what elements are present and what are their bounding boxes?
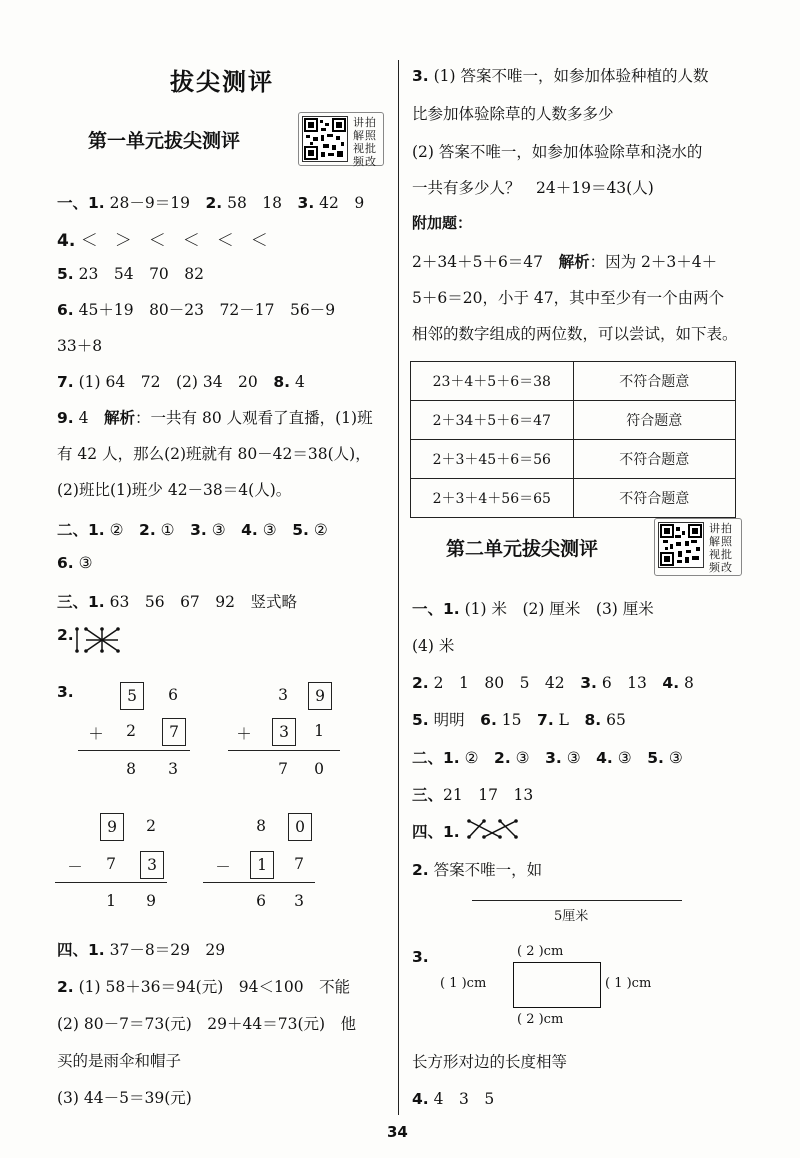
trial-table xyxy=(410,361,736,518)
table-row: 2＋3＋45＋6＝56 不符合题意 xyxy=(411,440,736,479)
answer-line: 2. xyxy=(57,626,74,644)
answer-line: 三、1. 63 56 67 92 竖式略 xyxy=(57,593,298,611)
answer-box: 1 xyxy=(250,851,274,879)
answer-line: 9. 4 解析：一共有 80 人观看了直播，(1)班 xyxy=(57,409,373,427)
page-number: 34 xyxy=(387,1123,408,1141)
rect-right-label: ( 1 )cm xyxy=(605,976,652,991)
answer-line: 6. 45＋19 80－23 72－17 56－9 xyxy=(57,301,336,319)
qr-caption: 讲拍解照视批频改 xyxy=(353,116,377,168)
rect-top-label: ( 2 )cm xyxy=(517,944,564,959)
answer-line: 5. 明明 6. 15 7. L 8. 65 xyxy=(412,711,626,729)
qr-code-icon[interactable] xyxy=(658,522,704,568)
answer-line: (2)班比(1)班少 42－38＝4(人)。 xyxy=(57,481,292,499)
answer-line: 7. (1) 64 72 (2) 34 20 8. 4 xyxy=(57,373,305,391)
answer-line: 5＋6＝20，小于 47，其中至少有一个由两个 xyxy=(412,289,725,307)
answer-line: 相邻的数字组成的两位数，可以尝试，如下表。 xyxy=(412,325,738,343)
answer-line: 比参加体验除草的人数多多少 xyxy=(412,105,614,123)
answer-line: 二、1. ② 2. ① 3. ③ 4. ③ 5. ② xyxy=(57,521,328,539)
answer-line: 长方形对边的长度相等 xyxy=(412,1053,568,1071)
rect-bottom-label: ( 2 )cm xyxy=(517,1012,564,1027)
answer-line: 3. xyxy=(57,683,74,701)
table-row: 23＋4＋5＋6＝38 不符合题意 xyxy=(411,362,736,401)
line-segment xyxy=(472,900,682,901)
answer-line: 四、1. 37－8＝29 29 xyxy=(57,941,226,959)
answer-line: 四、1. xyxy=(412,823,460,841)
answer-line: (2) 80－7＝73(元) 29＋44＝73(元) 他 xyxy=(57,1015,357,1033)
page-title: 拔尖测评 xyxy=(170,68,274,96)
answer-line: 4. 4 3 5 xyxy=(412,1090,495,1108)
unit2-heading: 第二单元拔尖测评 xyxy=(446,538,599,560)
answer-box: 3 xyxy=(272,718,296,746)
bonus-heading: 附加题： xyxy=(412,214,473,232)
answer-line: (3) 44－5＝39(元) xyxy=(57,1089,192,1107)
answer-line: 2. 2 1 80 5 42 3. 6 13 4. 8 xyxy=(412,674,694,692)
qr-code-icon[interactable] xyxy=(302,116,348,162)
matching-lines-diagram xyxy=(466,818,520,840)
answer-box: 3 xyxy=(140,851,164,879)
answer-line: 买的是雨伞和帽子 xyxy=(57,1052,182,1070)
table-row: 2＋34＋5＋6＝47 符合题意 xyxy=(411,401,736,440)
answer-line: (4) 米 xyxy=(412,637,455,655)
column-divider xyxy=(398,60,399,1115)
answer-line: 33＋8 xyxy=(57,337,103,355)
segment-label: 5厘米 xyxy=(554,909,589,924)
answer-line: 6. ③ xyxy=(57,554,93,572)
answer-line: 一、1. 28－9＝19 2. 58 18 3. 42 9 xyxy=(57,194,365,212)
answer-box: 9 xyxy=(100,813,124,841)
answer-line: 有 42 人，那么(2)班就有 80－42＝38(人)， xyxy=(57,445,371,463)
answer-line: 2. (1) 58＋36＝94(元) 94＜100 不能 xyxy=(57,978,351,996)
answer-line: (2) 答案不唯一，如参加体验除草和浇水的 xyxy=(412,143,703,161)
answer-line: 3. (1) 答案不唯一，如参加体验种植的人数 xyxy=(412,67,709,85)
unit1-heading: 第一单元拔尖测评 xyxy=(88,130,241,152)
answer-line: 二、1. ② 2. ③ 3. ③ 4. ③ 5. ③ xyxy=(412,749,683,767)
answer-line: 5. 23 54 70 82 xyxy=(57,265,205,283)
qr-caption: 讲拍解照视批频改 xyxy=(709,522,733,574)
table-row: 2＋3＋4＋56＝65 不符合题意 xyxy=(411,479,736,518)
answer-line: 2. 答案不唯一，如 xyxy=(412,861,543,879)
rectangle-figure xyxy=(513,962,601,1008)
answer-line: 一、1. (1) 米 (2) 厘米 (3) 厘米 xyxy=(412,600,654,618)
answer-line: 3. xyxy=(412,948,429,966)
answer-box: 0 xyxy=(288,813,312,841)
answer-line: 三、21 17 13 xyxy=(412,786,534,804)
matching-lines-diagram xyxy=(74,626,124,654)
answer-box: 5 xyxy=(120,682,144,710)
rect-left-label: ( 1 )cm xyxy=(440,976,487,991)
answer-box: 7 xyxy=(162,718,186,746)
answer-line: 4. ＜ ＞ ＜ ＜ ＜ ＜ xyxy=(57,231,268,251)
answer-box: 9 xyxy=(308,682,332,710)
answer-line: 一共有多少人？ 24＋19＝43(人) xyxy=(412,179,654,197)
answer-line: 2＋34＋5＋6＝47 解析：因为 2＋3＋4＋ xyxy=(412,253,718,271)
